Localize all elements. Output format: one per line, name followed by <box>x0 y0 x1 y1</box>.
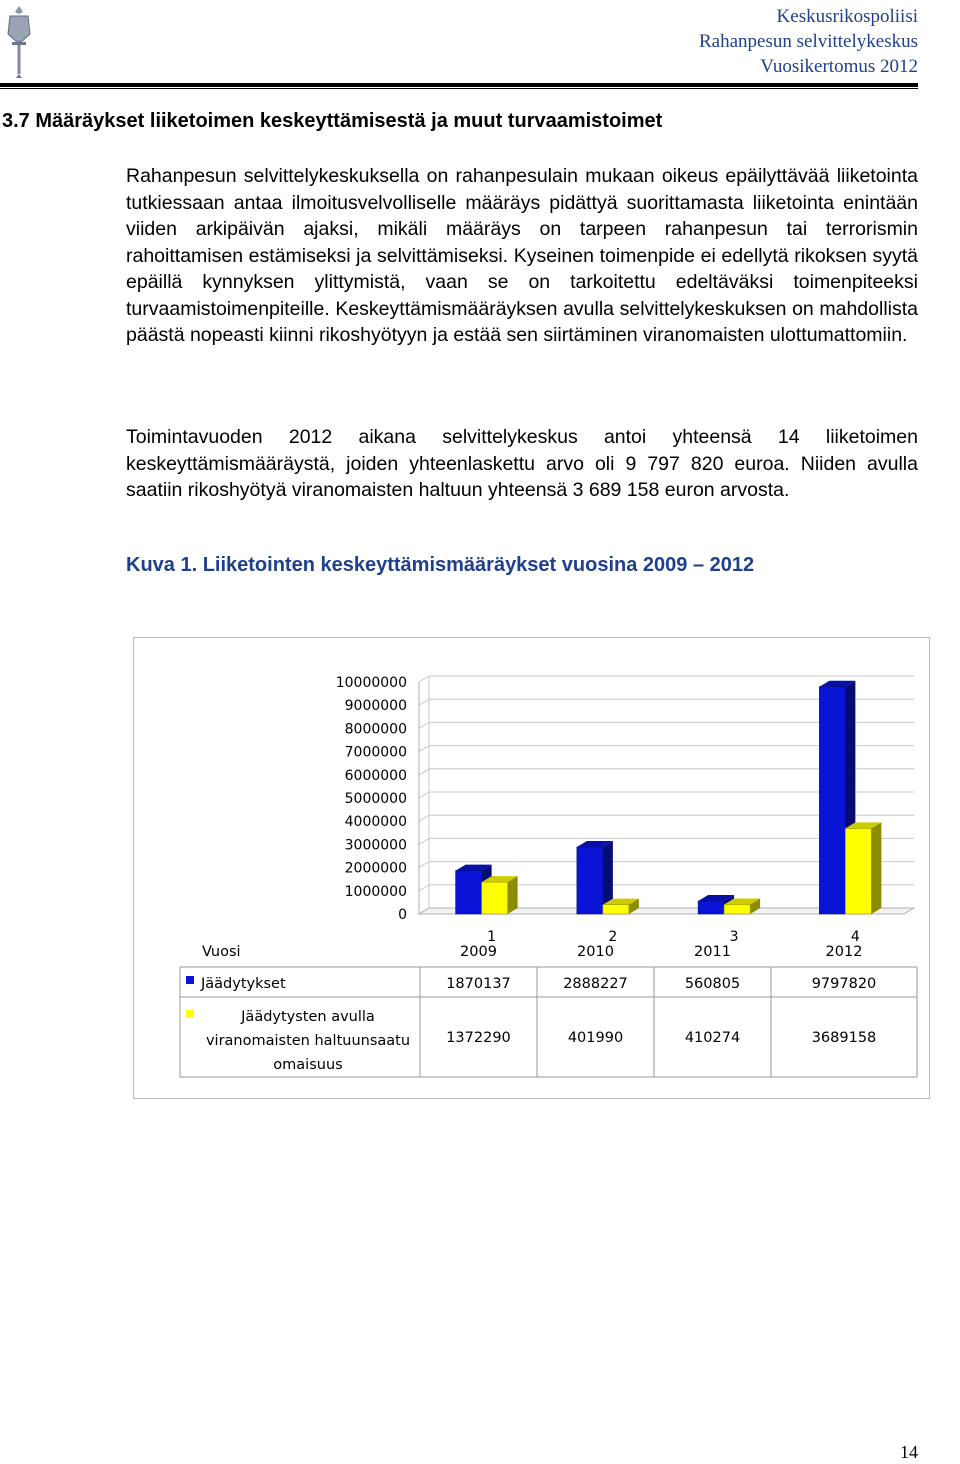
legend-swatch-haltuunsaatu <box>186 1010 194 1018</box>
table-value-jaadytykset: 560805 <box>684 976 741 992</box>
legend-swatch-jaadytykset <box>186 976 194 984</box>
gridline-depth <box>419 792 429 798</box>
table-value-haltuunsaatu: 1372290 <box>446 1030 511 1046</box>
gridline-depth <box>419 885 429 891</box>
police-emblem-logo <box>4 4 34 78</box>
gridline-depth <box>419 838 429 844</box>
y-tick-label: 6000000 <box>344 767 407 784</box>
y-tick-label: 1000000 <box>344 883 407 900</box>
table-year-label: 2010 <box>577 944 614 960</box>
header-org: Keskusrikospoliisi <box>776 6 918 27</box>
y-tick-label: 5000000 <box>344 791 407 807</box>
legend-label-jaadytykset: Jäädytykset <box>201 976 286 992</box>
table-value-jaadytykset: 2888227 <box>563 976 628 992</box>
y-tick-label: 7000000 <box>344 744 407 761</box>
y-tick-label: 3000000 <box>344 837 407 854</box>
bar-chart <box>134 638 931 1100</box>
bar-jaadytykset-2010 <box>577 847 603 914</box>
bar-haltuunsaatu-2009 <box>482 882 508 914</box>
table-value-jaadytykset: 1870137 <box>446 976 511 992</box>
body-paragraph-1: Rahanpesun selvittelykeskuksella on rahanpesulain mukaan oikeus epäilyttävää liiketointa tutkiessaan antaa ilmoitusvelvolliselle määräys pidättyä suorittamasta liiketointa enintään viiden arkipäivän ajaksi, mikäli määräys on tarpeen rahanpesun tai terrorismin rahoittamisen estämiseksi ja selvittämiseksi. Kyseinen toimenpide ei edellytä rikoksen syytä epäillä kynnyksen ylittymistä, vaan se on tarkoitettu edeltäväksi toimenpiteeksi turvaamistoimenpiteille. Keskeyttämismääräyksen avulla selvittelykeskuksen on mahdollista päästä nopeasti kiinni rikoshyötyyn ja estää sen siirtäminen viranomaisten ulottumattomiin. <box>126 165 918 346</box>
x-index-label: 4 <box>850 929 860 945</box>
gridline-depth <box>419 862 429 868</box>
x-index-label: 3 <box>729 929 739 945</box>
table-year-label: 2012 <box>825 944 863 960</box>
legend-label-haltuunsaatu-line: omaisuus <box>273 1057 343 1073</box>
legend-label-haltuunsaatu-line: Jäädytysten avulla <box>241 1009 375 1025</box>
bar-side <box>508 876 518 914</box>
table-value-haltuunsaatu: 401990 <box>567 1030 624 1046</box>
chart-frame <box>133 637 930 1099</box>
table-row-header: Vuosi <box>202 944 241 960</box>
figure-caption: Kuva 1. Liiketointen keskeyttämismääräykset vuosina 2009 – 2012 <box>126 554 755 576</box>
y-tick-label: 8000000 <box>344 721 407 738</box>
y-tick-label: 10000000 <box>335 675 407 691</box>
header-unit: Rahanpesun selvittelykeskus <box>699 31 918 52</box>
y-tick-label: 0 <box>398 907 407 923</box>
page-number: 14 <box>900 1442 918 1462</box>
y-tick-label: 9000000 <box>344 698 407 715</box>
y-tick-label: 4000000 <box>344 814 407 831</box>
table-value-jaadytykset: 9797820 <box>811 976 877 992</box>
table-value-haltuunsaatu: 410274 <box>684 1030 741 1046</box>
page-header <box>699 4 918 79</box>
gridline-depth <box>419 722 429 728</box>
table-value-haltuunsaatu: 3689158 <box>811 1030 877 1046</box>
section-title: 3.7 Määräykset liiketoimen keskeyttämisestä ja muut turvaamistoimet <box>2 110 663 132</box>
bar-haltuunsaatu-2012 <box>845 828 871 914</box>
table-year-label: 2011 <box>694 944 731 960</box>
header-report: Vuosikertomus 2012 <box>760 56 918 77</box>
gridline-depth <box>419 699 429 705</box>
gridline-depth <box>419 676 429 682</box>
bar-jaadytykset-2012 <box>819 687 845 914</box>
bar-haltuunsaatu-2010 <box>603 905 629 914</box>
bar-jaadytykset-2009 <box>456 871 482 914</box>
gridline-depth <box>419 815 429 821</box>
bar-haltuunsaatu-2011 <box>724 904 750 914</box>
header-divider <box>0 83 918 89</box>
bar-side <box>871 822 881 914</box>
x-index-label: 1 <box>487 929 497 945</box>
table-year-label: 2009 <box>460 944 497 960</box>
bar-jaadytykset-2011 <box>698 901 724 914</box>
legend-label-haltuunsaatu-line: viranomaisten haltuunsaatu <box>205 1033 411 1049</box>
body-paragraph-2: Toimintavuoden 2012 aikana selvittelykeskus antoi yhteensä 14 liiketoimen keskeyttämismääräystä, joiden yhteenlaskettu arvo oli 9 797 820 euroa. Niiden avulla saatiin rikoshyötyä viranomaisten haltuun yhteensä 3 689 158 euron arvosta. <box>126 426 918 501</box>
gridline-depth <box>419 769 429 775</box>
x-index-label: 2 <box>608 929 618 945</box>
y-tick-label: 2000000 <box>344 860 407 877</box>
gridline-depth <box>419 746 429 752</box>
